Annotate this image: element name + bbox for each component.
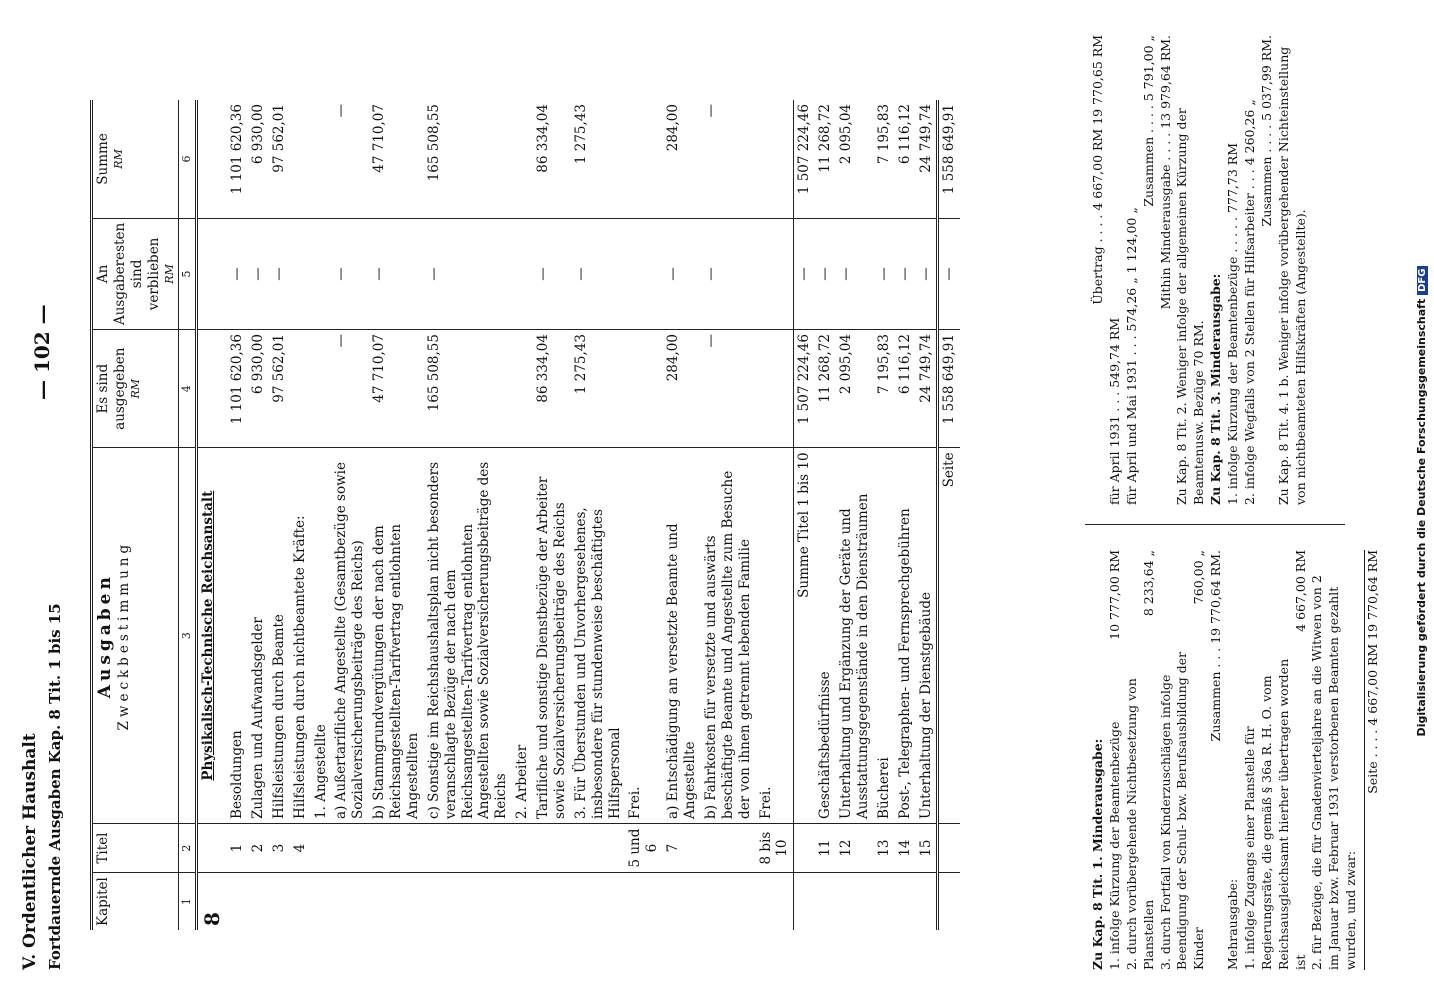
- col-number: 6: [179, 100, 197, 218]
- col-summe-header: [92, 100, 179, 218]
- table-row: [331, 100, 369, 930]
- note-mithin: Mithin Minderausgabe . . . . 13 979,64 RM.: [1157, 35, 1173, 310]
- summe-cell: —: [701, 100, 756, 218]
- ausgegeben-cell: [512, 330, 533, 448]
- summe-cell: [756, 100, 794, 218]
- titel-cell: [533, 823, 571, 872]
- col-number: 5: [179, 218, 197, 329]
- description-cell: Hilfsleistungen durch Beamte: [269, 448, 290, 824]
- description-cell: Hilfsleistungen durch nichtbeamtete Kräfte:: [290, 448, 311, 824]
- table-row: [571, 100, 626, 930]
- titel-cell: 14: [895, 823, 916, 872]
- ausgegeben-cell: [625, 330, 663, 448]
- summe-label: Summe: [95, 133, 111, 185]
- description-cell: Unterhaltung der Dienstgebäude: [916, 448, 938, 824]
- col-number: 3: [179, 448, 197, 824]
- reste-cell: —: [663, 218, 701, 329]
- note-seite: Seite . . . . 4 667,00 RM 19 770,64 RM: [1365, 550, 1380, 794]
- kapitel-cell: [571, 873, 626, 930]
- kapitel-cell: [663, 873, 701, 930]
- table-row: [625, 100, 663, 930]
- reste-cell: —: [571, 218, 626, 329]
- titel-cell: [701, 823, 756, 872]
- reste-cell: —: [895, 218, 916, 329]
- note-text: 1. infolge Zugangs einer Planstelle für Regierungsräte, die gemäß § 36a R. H. O. vom Reichsausgleichsamt hierher übertragen worden ist: [1241, 658, 1308, 970]
- kapitel-cell: [248, 873, 269, 930]
- section-heading: V. Ordentlicher Haushalt: [20, 733, 40, 970]
- note-april-mai: für April und Mai 1931 . . . 574,26 „ 1 124,00 „: [1123, 207, 1139, 505]
- note-zusammen: Zusammen . . . 19 770,64 RM.: [1208, 550, 1224, 742]
- table-row: [269, 100, 290, 930]
- sum-ausgegeben: 1 507 224,46: [794, 330, 815, 448]
- note-line: [1242, 550, 1310, 970]
- sum-reste: —: [794, 218, 815, 329]
- table-row: [756, 100, 794, 930]
- description-cell: 2. Arbeiter: [512, 448, 533, 824]
- unit-label: RM: [111, 149, 125, 169]
- seite-label: Seite: [938, 448, 960, 824]
- kapitel-cell: [701, 873, 756, 930]
- reste-cell: —: [331, 218, 369, 329]
- seite-reste: —: [938, 218, 960, 329]
- reste-cell: [311, 218, 332, 329]
- reste-cell: —: [369, 218, 424, 329]
- kapitel-cell: [311, 873, 332, 930]
- note-line: [1309, 550, 1360, 970]
- summe-cell: 1 275,43: [571, 100, 626, 218]
- page-number: — 102 —: [30, 304, 54, 400]
- summe-cell: 6 116,12: [895, 100, 916, 218]
- titel-cell: 15: [916, 823, 938, 872]
- sum-summe: 1 507 224,46: [794, 100, 815, 218]
- titel-cell: [369, 823, 424, 872]
- reste-cell: —: [874, 218, 895, 329]
- kapitel-cell: [512, 873, 533, 930]
- description-cell: b) Fahrkosten für versetzte und auswärts beschäftigte Beamte und Angestellte zum Besuche der von ihnen getrennt lebenden Familie: [701, 448, 756, 824]
- ausgegeben-cell: 1 101 620,36: [227, 330, 248, 448]
- description-cell: 3. Für Überstunden und Unvorhergesehenes, insbesondere für stundenweise beschäftigtes Hilfspersonal: [571, 448, 626, 824]
- note-text: 2. für Bezüge, die für Gnadenvierteljahre an die Witwen von 2 im Januar bzw. Februar 1931 verstorbenen Beamten gezahlt wurden, und zwar:: [1309, 575, 1359, 970]
- kapitel-cell: [227, 873, 248, 930]
- table-row: [227, 100, 248, 930]
- reste-cell: —: [836, 218, 874, 329]
- titel-cell: 4: [290, 823, 311, 872]
- description-cell: Tarifliche und sonstige Dienstbezüge der Arbeiter sowie Sozialversicherungsbeiträge des Reichs: [533, 448, 571, 824]
- note-value: 760,00 „: [1191, 550, 1207, 605]
- description-cell: 1. Angestellte: [311, 448, 332, 824]
- kapitel-cell: [369, 873, 424, 930]
- note-value: 10 777,00 RM: [1106, 550, 1122, 640]
- description-cell: a) Außertarifliche Angestellte (Gesamtbezüge sowie Sozialversicherungsbeiträge des Reichs): [331, 448, 369, 824]
- titel-cell: [311, 823, 332, 872]
- reste-cell: —: [227, 218, 248, 329]
- kapitel-cell: [836, 873, 874, 930]
- table-row: [916, 100, 938, 930]
- note-heading: Zu Kap. 8 Tit. 1. Minderausgabe:: [1090, 738, 1105, 970]
- summe-cell: [512, 100, 533, 218]
- reste-cell: —: [916, 218, 938, 329]
- table-row: [369, 100, 424, 930]
- ausgegeben-cell: 2 095,04: [836, 330, 874, 448]
- summe-cell: 165 508,55: [424, 100, 512, 218]
- titel-cell: 3: [269, 823, 290, 872]
- table-row: [815, 100, 836, 930]
- ausgegeben-cell: —: [331, 330, 369, 448]
- dfg-logo: DFG: [1417, 266, 1428, 295]
- table-row: [533, 100, 571, 930]
- description-cell: b) Stammgrundvergütungen der nach dem Reichsangestellten-Tarifvertrag entlohnten Angestellten: [369, 448, 424, 824]
- col-zweck-header: [92, 448, 179, 824]
- note-value: 4 667,00 RM: [1292, 550, 1308, 632]
- reste-cell: [290, 218, 311, 329]
- summe-cell: [290, 100, 311, 218]
- ausgegeben-cell: 86 334,04: [533, 330, 571, 448]
- seite-ausgegeben: 1 558 649,91: [938, 330, 960, 448]
- note-tit3-1: 1. infolge Kürzung der Beamtenbezüge . . . . . 777,73 RM: [1225, 143, 1240, 505]
- kapitel-cell: [424, 873, 512, 930]
- ausgegeben-cell: [311, 330, 332, 448]
- kapitel-cell: [625, 873, 663, 930]
- col-number: 1: [179, 873, 197, 930]
- reste-cell: —: [269, 218, 290, 329]
- dfg-credit-text: Digitalisierung gefördert durch die Deutsche Forschungsgemeinschaft: [1415, 298, 1428, 737]
- reste-cell: [756, 218, 794, 329]
- ausgegeben-cell: 47 710,07: [369, 330, 424, 448]
- kapitel-cell: [331, 873, 369, 930]
- ausgaben-heading: Ausgaben: [95, 573, 115, 699]
- col-titel-header: Titel: [92, 823, 179, 872]
- description-cell: Geschäftsbedürfnisse: [815, 448, 836, 824]
- kapitel-cell: [533, 873, 571, 930]
- note-april: für April 1931 . . . 549,74 RM: [1106, 317, 1122, 505]
- summe-cell: [625, 100, 663, 218]
- titel-cell: [424, 823, 512, 872]
- table-row: [311, 100, 332, 930]
- summe-cell: 1 101 620,36: [227, 100, 248, 218]
- seite-summe: 1 558 649,91: [938, 100, 960, 218]
- summe-cell: 7 195,83: [874, 100, 895, 218]
- titel-cell: [331, 823, 369, 872]
- table-row: [701, 100, 756, 930]
- reste-cell: —: [533, 218, 571, 329]
- note-line: [1158, 550, 1209, 970]
- description-cell: a) Entschädigung an versetzte Beamte und Angestellte: [663, 448, 701, 824]
- reste-label: An Ausgaberesten sind verblieben: [95, 222, 162, 326]
- notes-right: [1090, 35, 1309, 505]
- titel-cell: [571, 823, 626, 872]
- note-tit3: Zu Kap. 8 Tit. 3. Minderausgabe:: [1208, 273, 1224, 505]
- table-row: [290, 100, 311, 930]
- note-uebertrag: Übertrag . . . . 4 667,00 RM 19 770,65 RM: [1090, 35, 1105, 305]
- zweck-heading: Zweckbestimmung: [116, 540, 133, 731]
- ausgegeben-cell: 6 116,12: [895, 330, 916, 448]
- ausgegeben-cell: 11 268,72: [815, 330, 836, 448]
- ausgegeben-label: Es sind ausgegeben: [95, 347, 128, 430]
- reste-cell: —: [701, 218, 756, 329]
- table-row: [512, 100, 533, 930]
- summe-cell: 284,00: [663, 100, 701, 218]
- col-ausgegeben-header: [92, 330, 179, 448]
- summe-cell: 24 749,74: [916, 100, 938, 218]
- note-tit2: Zu Kap. 8 Tit. 2. Weniger infolge der allgemeinen Kürzung der Beamtenusw. Bezüge 70 RM.: [1174, 108, 1207, 505]
- institution-title: Physikalisch-Technische Reichsanstalt: [197, 448, 228, 824]
- table-row: [424, 100, 512, 930]
- summe-cell: 47 710,07: [369, 100, 424, 218]
- titel-cell: 1: [227, 823, 248, 872]
- note-line: [1124, 550, 1158, 970]
- ausgegeben-cell: 284,00: [663, 330, 701, 448]
- kapitel-cell: [756, 873, 794, 930]
- kapitel-cell: [290, 873, 311, 930]
- kapitel-cell: [916, 873, 938, 930]
- description-cell: Bücherei: [874, 448, 895, 824]
- note-value: 8 233,64 „: [1140, 550, 1156, 617]
- note-text: 3. durch Fortfall von Kinderzuschlägen infolge Beendigung der Schul- bzw. Berufsausbildung der Kinder: [1157, 651, 1207, 970]
- reste-cell: —: [424, 218, 512, 329]
- unit-label: RM: [162, 264, 176, 284]
- kapitel-cell: [815, 873, 836, 930]
- notes-left: [1090, 550, 1382, 970]
- col-number: 2: [179, 823, 197, 872]
- expenditure-table: [90, 100, 960, 930]
- ausgegeben-cell: 7 195,83: [874, 330, 895, 448]
- titel-cell: 8 bis 10: [756, 823, 794, 872]
- kapitel-cell: [895, 873, 916, 930]
- table-row: [663, 100, 701, 930]
- summe-cell: 86 334,04: [533, 100, 571, 218]
- titel-cell: 5 und 6: [625, 823, 663, 872]
- reste-cell: —: [815, 218, 836, 329]
- table-row: [895, 100, 916, 930]
- col-number: 4: [179, 330, 197, 448]
- dfg-credit-strip: [1415, 6, 1434, 996]
- note-line: [1107, 550, 1124, 970]
- ausgegeben-cell: 6 930,00: [248, 330, 269, 448]
- ausgegeben-cell: [290, 330, 311, 448]
- unit-label: RM: [128, 378, 142, 399]
- description-cell: c) Sonstige im Reichshaushaltsplan nicht besonders veranschlagte Bezüge der nach dem Reichsangestellten-Tarifvertrag entlohnten Angestellten sowie Sozialversicherungsbeiträge des Reichs: [424, 448, 512, 824]
- subsection-heading: Fortdauernde Ausgaben Kap. 8 Tit. 1 bis 15: [46, 603, 64, 970]
- description-cell: Frei.: [756, 448, 794, 824]
- note-zusammen: Zusammen . . . . 5 791,00 „: [1140, 35, 1156, 207]
- description-cell: Frei.: [625, 448, 663, 824]
- description-cell: Zulagen und Aufwandsgelder: [248, 448, 269, 824]
- ausgegeben-cell: 165 508,55: [424, 330, 512, 448]
- table-row: [836, 100, 874, 930]
- summe-cell: 97 562,01: [269, 100, 290, 218]
- titel-cell: 2: [248, 823, 269, 872]
- ausgegeben-cell: 1 275,43: [571, 330, 626, 448]
- reste-cell: —: [248, 218, 269, 329]
- kapitel-cell: [269, 873, 290, 930]
- titel-cell: 12: [836, 823, 874, 872]
- summe-cell: 11 268,72: [815, 100, 836, 218]
- kapitel-cell: [874, 873, 895, 930]
- note-text: 2. durch vorübergehende Nichtbesetzung von Planstellen: [1123, 678, 1156, 970]
- note-zusammen: Zusammen . . . . 5 037,99 RM.: [1258, 35, 1274, 227]
- titel-cell: 13: [874, 823, 895, 872]
- ausgegeben-cell: 97 562,01: [269, 330, 290, 448]
- summe-cell: —: [331, 100, 369, 218]
- column-divider: [1085, 524, 1345, 525]
- note-text: 1. infolge Kürzung der Beamtenbezüge: [1106, 721, 1122, 970]
- table-row: [874, 100, 895, 930]
- description-cell: Post-, Telegraphen- und Fernsprechgebühren: [895, 448, 916, 824]
- ausgegeben-cell: [756, 330, 794, 448]
- titel-cell: 11: [815, 823, 836, 872]
- summe-cell: 2 095,04: [836, 100, 874, 218]
- reste-cell: [625, 218, 663, 329]
- titel-cell: 7: [663, 823, 701, 872]
- note-tit4: Zu Kap. 8 Tit. 4. 1 b. Weniger infolge vorübergehender Nichteinstellung von nichtbeamteten Hilfskräften (Angestellte).: [1275, 46, 1308, 505]
- kapitel-number: 8: [200, 912, 224, 926]
- summe-cell: [311, 100, 332, 218]
- note-mehr-heading: Mehrausgabe:: [1225, 878, 1240, 970]
- ausgegeben-cell: 24 749,74: [916, 330, 938, 448]
- titel-cell: [512, 823, 533, 872]
- note-tit3-2: 2. infolge Wegfalls von 2 Stellen für Hilfsarbeiter . . . 4 260,26 „: [1241, 99, 1257, 505]
- description-cell: Besoldungen: [227, 448, 248, 824]
- col-reste-header: [92, 218, 179, 329]
- ausgegeben-cell: —: [701, 330, 756, 448]
- col-kapitel-header: Kapitel: [92, 873, 179, 930]
- sum-label: Summe Titel 1 bis 10: [794, 448, 815, 824]
- table-row: [248, 100, 269, 930]
- reste-cell: [512, 218, 533, 329]
- description-cell: Unterhaltung und Ergänzung der Geräte und Ausstattungsgegenstände in den Diensträumen: [836, 448, 874, 824]
- summe-cell: 6 930,00: [248, 100, 269, 218]
